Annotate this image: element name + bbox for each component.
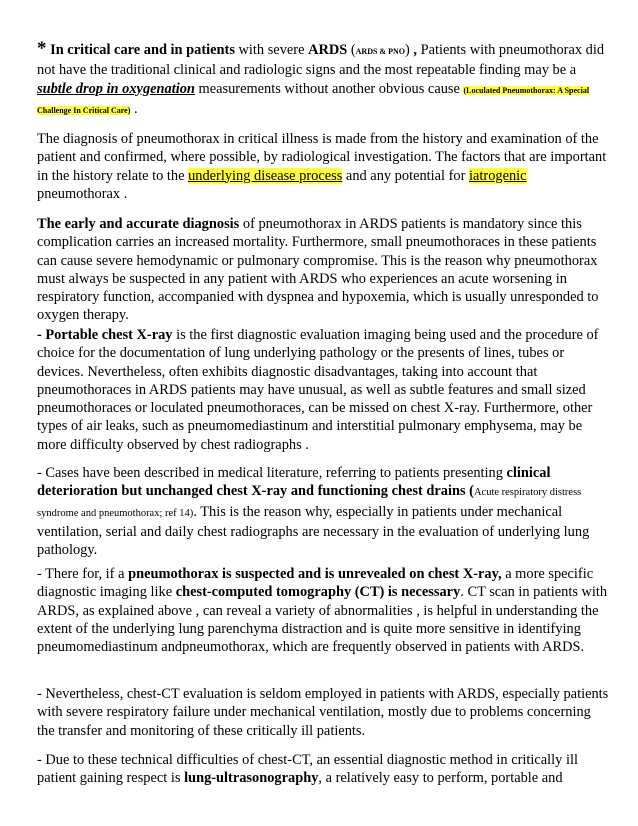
text: , a relatively easy to perform, portable and — [318, 770, 563, 787]
text: . — [130, 100, 138, 117]
text: ( — [347, 42, 356, 58]
ards-term: ARDS — [308, 42, 348, 58]
highlight-iatrogenic: iatrogenic — [469, 167, 527, 184]
text: - There for, if a — [37, 566, 129, 582]
text: is the first diagnostic evaluation imaging being used and the procedure of choice for the documentation of lung underlying pathology or the presents of lines, tubes or devices. Nevertheless, often exhibits diagnostic disadvantages, taking into account that pneumothoraces in ARDS patients may have unusual, as well as subtle features and small sized pneumothoraces or loculated pneumothoraces, can be missed on chest X-ray. Furthermore, other types of air leaks, such as pneumomediastinum and interstitial pulmonary emphysema, may be more difficulty observed by chest radiographs . — [37, 327, 599, 453]
paragraph-ct — [37, 565, 609, 656]
paragraph-critical-care — [37, 40, 609, 120]
text: . This is the reason why, especially in patients under mechanical ventilation, serial and daily chest radiographs are necessary in the evaluation of underlying lung pathology. — [37, 503, 590, 559]
text: . CT scan in patients with ARDS, as explained above , can reveal a variety of abnormalities , is helpful in understanding the extent of the underlying lung parenchyma distraction and is quite more sensitive in identifying pneumomediastinum andpneumothorax, which are frequently observed in patients with ARDS. — [37, 584, 608, 656]
text: - Due to these technical difficulties of chest-CT, an essential diagnostic method in critically ill patient gaining respect is — [37, 752, 578, 787]
text: pneumothorax . — [37, 185, 128, 202]
paragraph-chest-xray — [37, 326, 609, 454]
text: The diagnosis of pneumothorax in critical illness is made from the history and examination of the patient and confirmed, where possible, by radiological investigation. The factors that are important in the history relate to the — [37, 131, 607, 184]
comma: , — [413, 42, 417, 58]
text: with severe — [234, 42, 309, 58]
text: ( — [465, 483, 474, 500]
paragraph-cases — [37, 464, 609, 559]
text: measurements without another obvious cause — [194, 80, 464, 97]
text: - Nevertheless, chest-CT evaluation is seldom employed in patients with ARDS, especially patients with severe respiratory failure under mechanical ventilation, mostly due to problems concerning the transfer and monitoring of these critically ill patients. — [37, 686, 609, 739]
text: and any potential for — [342, 167, 470, 184]
lead-phrase: In critical care and in patients — [50, 42, 235, 58]
bold-phrase: chest-computed tomography (CT) is necessary — [175, 584, 461, 601]
paragraph-diagnosis — [37, 130, 609, 203]
asterisk-marker: * — [37, 38, 47, 59]
key-finding: subtle drop in oxygenation — [37, 80, 195, 97]
paragraph-ultrasonography — [37, 751, 609, 788]
bold-phrase: - Portable chest X-ray — [37, 327, 173, 343]
reference-citation: Acute respiratory distress syndrome and pneumothorax; ref 14) — [37, 487, 582, 519]
abbreviation-note: ARDS & PNO — [355, 47, 405, 56]
highlight-underlying-disease: underlying disease process — [188, 167, 343, 184]
text: ) — [404, 42, 414, 58]
text: Patients with pneumothorax did not have the traditional clinical and radiologic signs and the most repeatable finding may be a — [37, 42, 605, 79]
source-citation: (Loculated Pneumothorax: A Special Challenge In Critical Care) — [37, 85, 590, 115]
paragraph-nevertheless — [37, 685, 609, 740]
text: of pneumothorax in ARDS patients is mandatory since this complication carries an increased mortality. Furthermore, small pneumothoraces in these patients can cause severe hemodynamic or pulmonary compromise. This is the reason why pneumothorax must always be suspected in any patient with ARDS who experiences an acute worsening in respiratory function, accompanied with dyspnea and hypoxemia, which is usually unresponded to oxygen therapy. — [37, 216, 599, 324]
bold-phrase: lung-ultrasonography — [184, 770, 319, 787]
bold-phrase: pneumothorax is suspected and is unrevealed on chest X-ray, — [128, 566, 502, 582]
text: - Cases have been described in medical literature, referring to patients presenting — [37, 465, 507, 481]
paragraph-early-diagnosis — [37, 215, 609, 325]
text: a more specific diagnostic imaging like — [37, 566, 594, 601]
bold-phrase: clinical deterioration but unchanged chest X-ray and functioning chest drains — [37, 465, 551, 500]
bold-phrase: The early and accurate diagnosis — [37, 216, 240, 232]
